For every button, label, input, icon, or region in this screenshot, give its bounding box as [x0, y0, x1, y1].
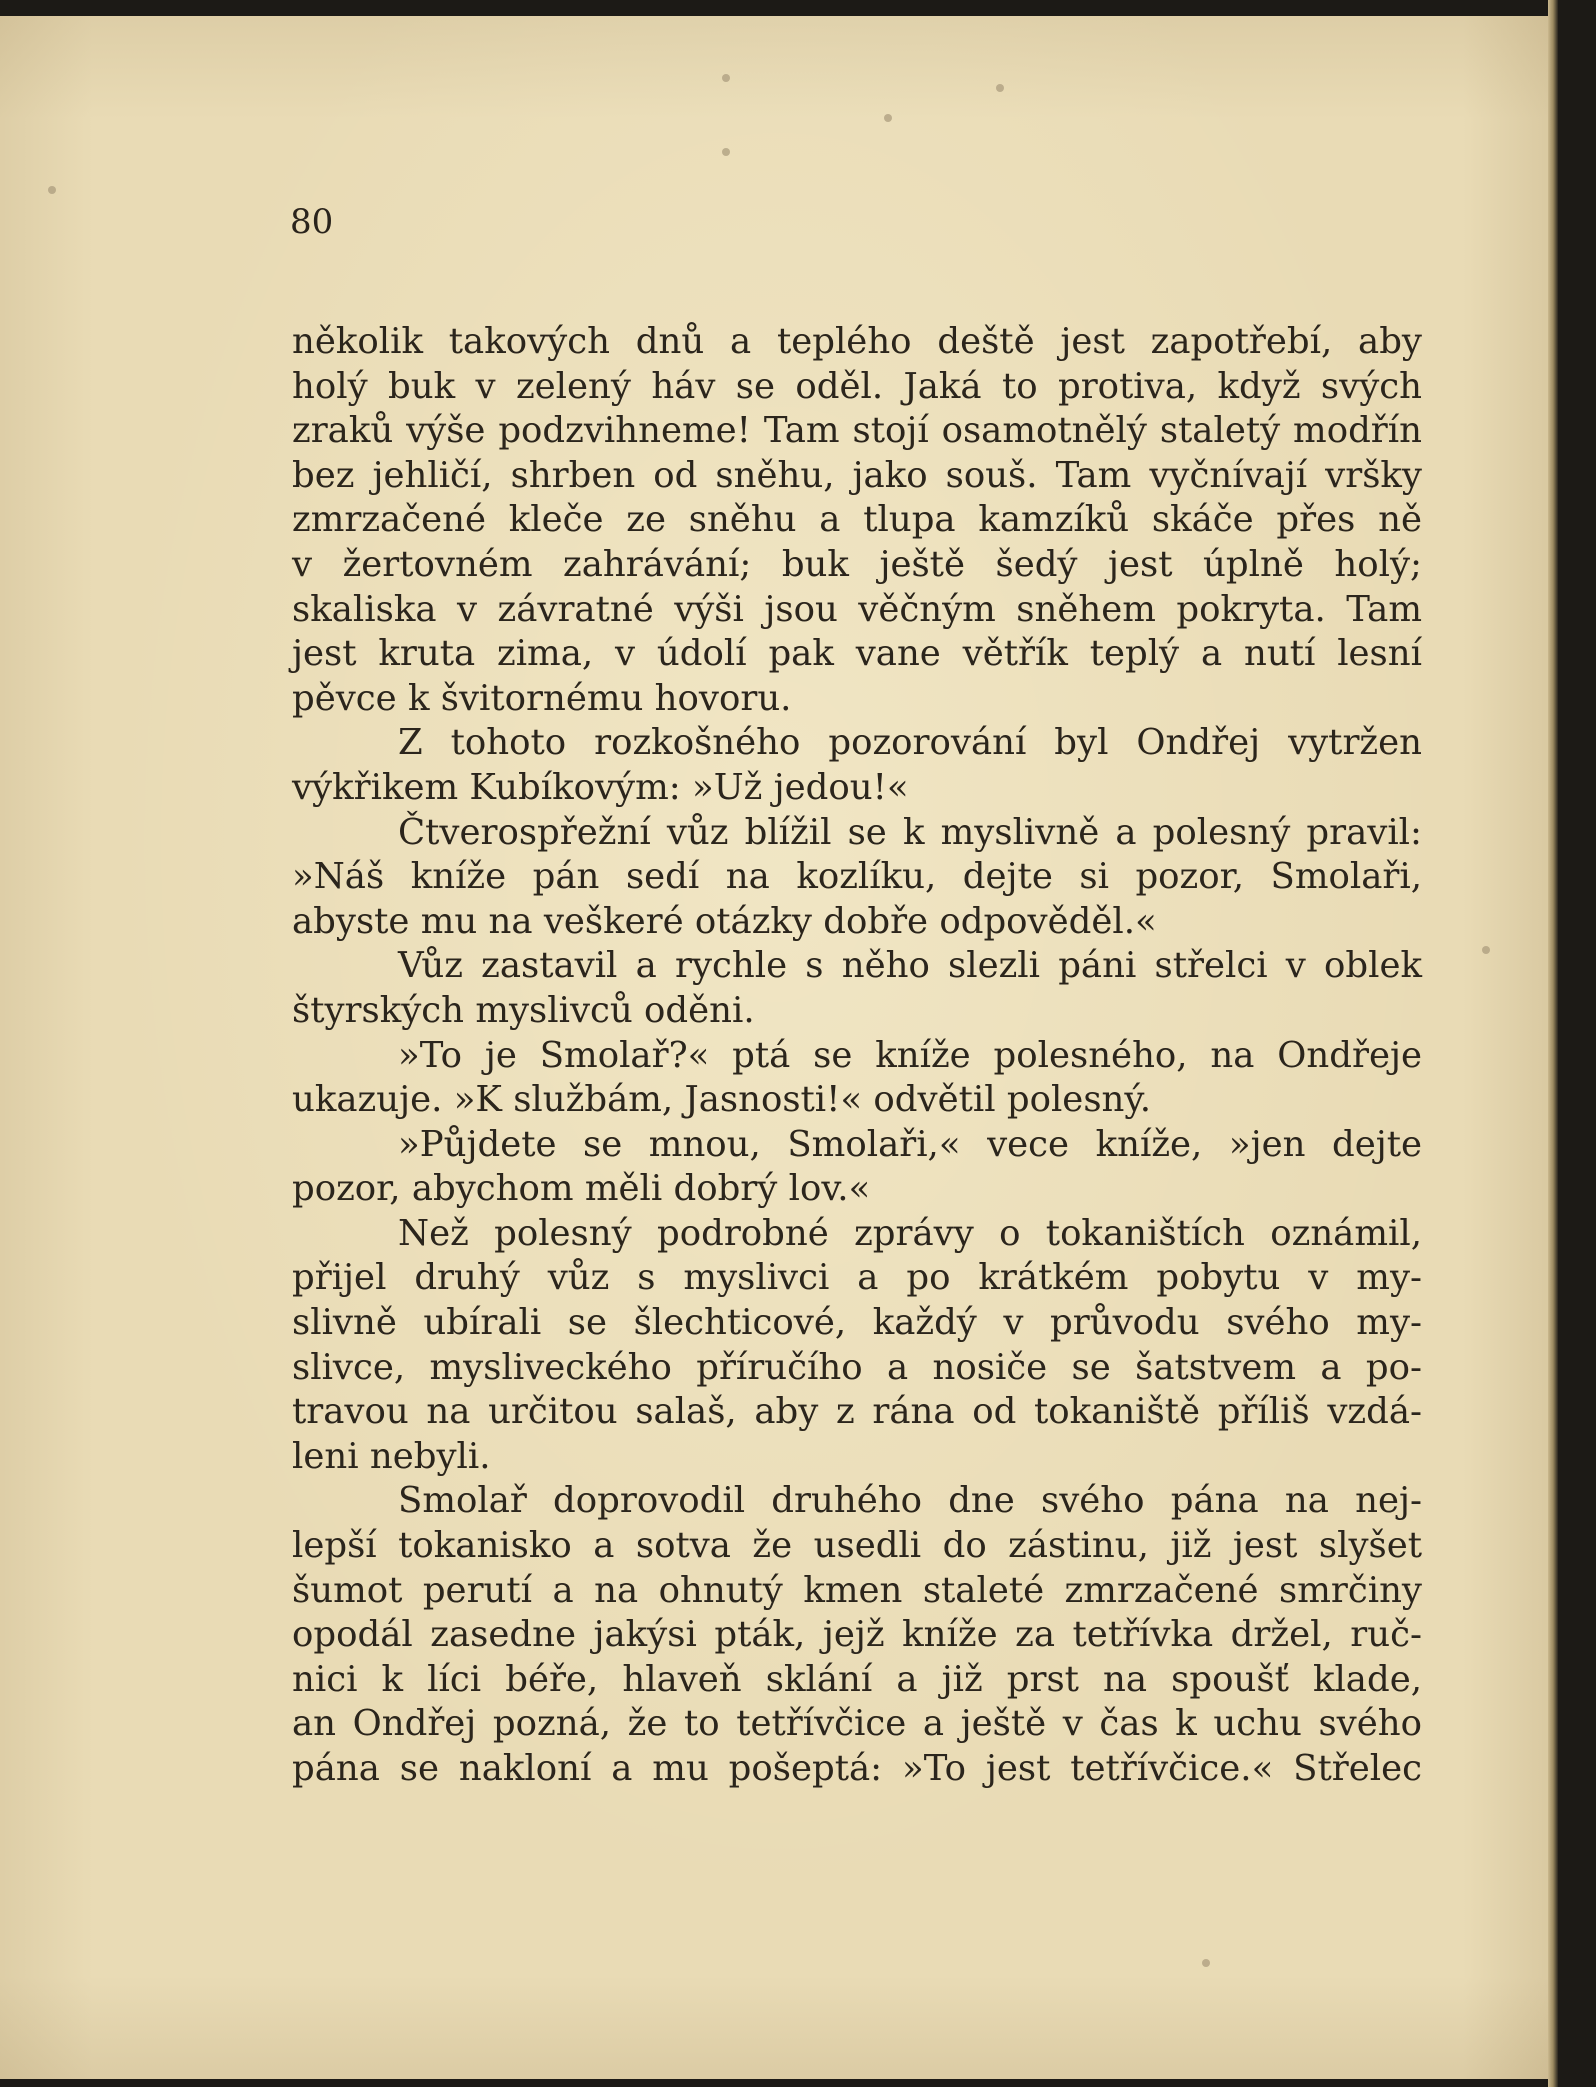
text-line: zraků výše podzvihneme! Tam stojí osamotnělý staletý modřín	[292, 410, 1422, 452]
speck	[996, 84, 1004, 92]
page-number: 80	[290, 202, 334, 242]
text-line: »To je Smolař?« ptá se kníže polesného, na Ondřeje	[398, 1034, 1422, 1076]
text-line: bez jehličí, shrben od sněhu, jako souš. Tam vyčnívají vršky	[292, 454, 1422, 496]
text-line: skaliska v závratné výši jsou věčným sněhem pokryta. Tam	[292, 588, 1422, 630]
text-line: štyrských myslivců oděni.	[292, 989, 755, 1031]
speck	[722, 74, 730, 82]
text-line: nici k líci béře, hlaveň sklání a již prst na spoušť klade,	[292, 1658, 1422, 1700]
page-edge	[1548, 0, 1558, 2087]
text-line: výkřikem Kubíkovým: »Už jedou!«	[292, 766, 909, 808]
text-line: leni nebyli.	[292, 1435, 491, 1477]
speck	[884, 114, 892, 122]
text-line: »Půjdete se mnou, Smolaři,« vece kníže, »jen dejte	[398, 1123, 1422, 1165]
text-line: pěvce k švitornému hovoru.	[292, 677, 792, 719]
text-line: Čtverospřežní vůz blížil se k myslivně a polesný pravil:	[398, 811, 1422, 853]
text-line: pána se nakloní a mu pošeptá: »To jest tetřívčice.« Střelec	[292, 1748, 1422, 1789]
speck	[1202, 1959, 1210, 1967]
text-line: Než polesný podrobné zprávy o tokaništích oznámil,	[398, 1212, 1422, 1254]
text-line: zmrzačené kleče ze sněhu a tlupa kamzíků skáče přes ně	[292, 499, 1422, 541]
text-line: opodál zasedne jakýsi pták, jejž kníže za tetřívka držel, ruč-	[292, 1614, 1422, 1656]
text-line: přijel druhý vůz s myslivci a po krátkém pobytu v my-	[292, 1257, 1422, 1299]
text-line: slivně ubírali se šlechticové, každý v průvodu svého my-	[292, 1302, 1422, 1344]
text-line: slivce, mysliveckého příručího a nosiče se šatstvem a po-	[292, 1346, 1422, 1388]
text-line: šumot perutí a na ohnutý kmen staleté zmrzačené smrčiny	[292, 1569, 1422, 1611]
speck	[722, 148, 730, 156]
text-line: »Náš kníže pán sedí na kozlíku, dejte si pozor, Smolaři,	[292, 856, 1422, 898]
text-line: Z tohoto rozkošného pozorování byl Ondřej vytržen	[398, 722, 1422, 764]
text-line: Vůz zastavil a rychle s něho slezli páni střelci v oblek	[398, 945, 1422, 987]
body-text	[292, 320, 1422, 1792]
text-line: an Ondřej pozná, že to tetřívčice a ještě v čas k uchu svého	[292, 1703, 1422, 1745]
text-line: pozor, abychom měli dobrý lov.«	[292, 1168, 871, 1210]
text-line: Smolař doprovodil druhého dne svého pána na nej-	[398, 1480, 1422, 1522]
text-line: holý buk v zelený háv se oděl. Jaká to protiva, když svých	[292, 365, 1422, 407]
text-line: jest kruta zima, v údolí pak vane větřík teplý a nutí lesní	[292, 633, 1422, 675]
text-line: lepší tokanisko a sotva že usedli do zástinu, již jest slyšet	[292, 1525, 1422, 1567]
book-page	[0, 16, 1556, 2079]
text-line: travou na určitou salaš, aby z rána od tokaniště příliš vzdá-	[292, 1391, 1422, 1433]
speck	[48, 186, 56, 194]
text-line: abyste mu na veškeré otázky dobře odpověděl.«	[292, 900, 1157, 942]
text-line: ukazuje. »K službám, Jasnosti!« odvětil polesný.	[292, 1079, 1152, 1121]
speck	[1482, 946, 1490, 954]
text-line: v žertovném zahrávání; buk ještě šedý jest úplně holý;	[292, 543, 1422, 585]
text-line: několik takových dnů a teplého deště jest zapotřebí, aby	[292, 321, 1422, 362]
